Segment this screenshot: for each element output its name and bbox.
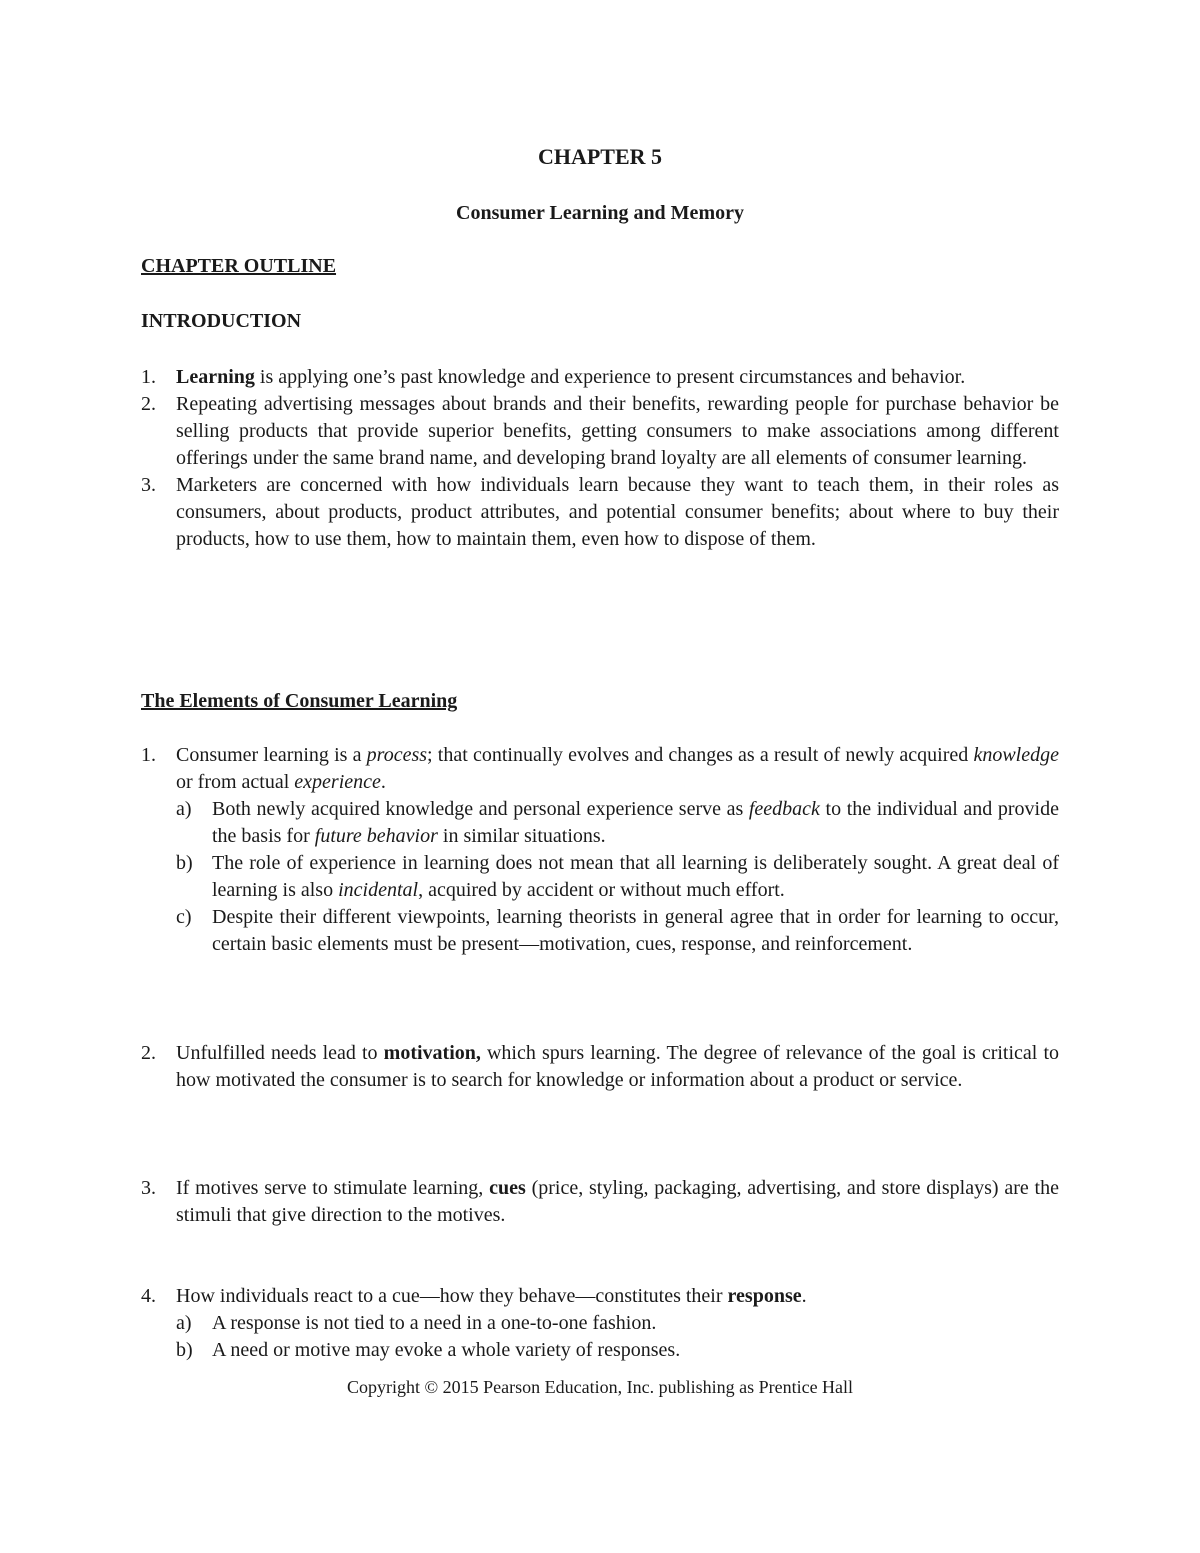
key-term-learning: Learning <box>176 366 255 388</box>
item-text: . <box>801 1285 807 1307</box>
introduction-item-2 <box>141 391 1059 472</box>
item-text: . <box>380 771 386 793</box>
elements-list-3 <box>141 1175 1059 1229</box>
item-text: Repeating advertising messages about brands and their benefits, rewarding people for purchase behavior be selling products that provide superior benefits, getting consumers to make associations among different offerings under the same brand name, and developing brand loyalty are all elements of consumer learning. <box>176 393 1059 469</box>
elements-list-2 <box>141 1040 1059 1094</box>
item-text: ; that continually evolves and changes as a result of newly acquired <box>427 744 974 766</box>
item-text: (price, styling, packaging, advertising, and store displays) are the stimuli that give direction to the motives. <box>176 1177 1059 1226</box>
subitem-text: in similar situations. <box>437 825 606 847</box>
key-term-motivation: motivation, <box>383 1042 481 1064</box>
item-text: is applying one’s past knowledge and experience to present circumstances and behavior. <box>254 366 966 388</box>
elements-heading: The Elements of Consumer Learning <box>141 690 458 712</box>
item-text: Marketers are concerned with how individuals learn because they want to teach them, in their roles as consumers, about products, product attributes, and potential consumer benefits; about where to buy their products, how to use them, how to maintain them, even how to dispose of them. <box>176 474 1059 550</box>
elements-item-4 <box>141 1283 1059 1364</box>
item-text: Unfulfilled needs lead to <box>176 1042 384 1064</box>
subitem-text: A response is not tied to a need in a one-to-one fashion. <box>212 1312 657 1334</box>
item-number: 3. <box>141 474 156 496</box>
chapter-title: Consumer Learning and Memory <box>456 202 744 224</box>
subitem-text: Both newly acquired knowledge and personal experience serve as <box>212 798 749 820</box>
subitem-letter: c) <box>176 906 192 928</box>
elements-list-4 <box>141 1283 1059 1364</box>
item-number: 2. <box>141 1042 156 1064</box>
item-text: How individuals react to a cue—how they behave—constitutes their <box>176 1285 728 1307</box>
introduction-item-1 <box>141 364 1059 391</box>
subitem-b <box>176 1337 1059 1364</box>
item-number: 2. <box>141 393 156 415</box>
item-number: 4. <box>141 1285 156 1307</box>
subitem-letter: b) <box>176 852 193 874</box>
key-term-response: response <box>727 1285 802 1307</box>
elements-item-3 <box>141 1175 1059 1229</box>
elements-item-1 <box>141 742 1059 958</box>
elements-item-4-sublist <box>176 1310 1059 1364</box>
introduction-list <box>141 364 1059 553</box>
subitem-text: Despite their different viewpoints, learning theorists in general agree that in order for learning to occur, certain basic elements must be present—motivation, cues, response, and reinforcement. <box>212 906 1059 955</box>
subitem-a <box>176 796 1059 850</box>
subitem-c <box>176 904 1059 958</box>
elements-item-1-sublist <box>176 796 1059 958</box>
subitem-text: The role of experience in learning does not mean that all learning is deliberately sought. A great deal of learning is also <box>212 852 1059 901</box>
subitem-a <box>176 1310 1059 1337</box>
subitem-b <box>176 850 1059 904</box>
emphasis-incidental: incidental <box>338 879 419 901</box>
subitem-text: , acquired by accident or without much effort. <box>418 879 785 901</box>
emphasis-process: process <box>366 744 428 766</box>
subitem-text: to the individual and provide the basis for <box>212 798 1059 847</box>
introduction-heading: INTRODUCTION <box>141 310 302 332</box>
item-text: Consumer learning is a <box>176 744 367 766</box>
copyright-footer: Copyright © 2015 Pearson Education, Inc. publishing as Prentice Hall <box>346 1377 854 1397</box>
item-text: If motives serve to stimulate learning, <box>176 1177 490 1199</box>
chapter-outline-heading: CHAPTER OUTLINE <box>141 255 337 277</box>
emphasis-feedback: feedback <box>748 798 820 820</box>
item-number: 1. <box>141 366 156 388</box>
introduction-item-3 <box>141 472 1059 553</box>
item-text: or from actual <box>176 771 295 793</box>
emphasis-future-behavior: future behavior <box>314 825 438 847</box>
key-term-cues: cues <box>489 1177 526 1199</box>
chapter-number: CHAPTER 5 <box>537 144 663 169</box>
elements-list-1 <box>141 742 1059 958</box>
emphasis-knowledge: knowledge <box>973 744 1059 766</box>
item-text: which spurs learning. The degree of relevance of the goal is critical to how motivated the consumer is to search for knowledge or information about a product or service. <box>176 1042 1060 1091</box>
subitem-letter: a) <box>176 1312 192 1334</box>
subitem-letter: b) <box>176 1339 193 1361</box>
subitem-letter: a) <box>176 798 192 820</box>
subitem-text: A need or motive may evoke a whole variety of responses. <box>212 1339 681 1361</box>
item-number: 3. <box>141 1177 156 1199</box>
elements-item-2 <box>141 1040 1059 1094</box>
emphasis-experience: experience <box>294 771 381 793</box>
item-number: 1. <box>141 744 156 766</box>
